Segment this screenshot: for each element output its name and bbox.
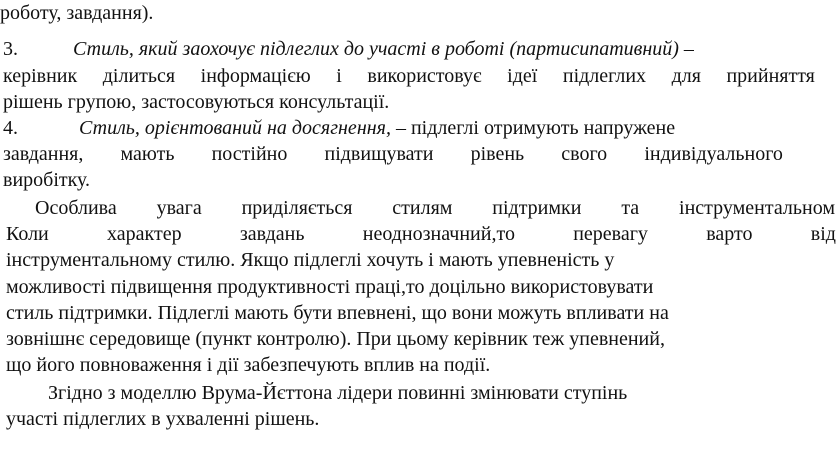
item-4-line-3: виробітку.	[3, 169, 91, 191]
para-2-line-2: участі підлеглих в ухваленні рішень.	[6, 408, 320, 430]
word: рівень	[470, 143, 525, 165]
word: завдань	[239, 223, 305, 245]
word: використовує	[367, 65, 482, 87]
word: мають	[120, 143, 175, 165]
word: приділяється	[241, 197, 353, 219]
para-1-line-3: інструментальному стилю. Якщо підлеглі хочуть і мають упевненість у	[6, 249, 615, 271]
word: інформацією	[200, 65, 311, 87]
text-line-1: роботу, завдання).	[0, 2, 154, 24]
word: стилям	[392, 197, 453, 219]
word: ідеї	[507, 65, 538, 87]
item-3-line-3: рішень групою, застосовуються консультації.	[3, 91, 390, 113]
word: для	[671, 65, 701, 87]
word: неоднозначний,то	[362, 223, 515, 245]
para-1-line-5: стиль підтримки. Підлеглі мають бути впевнені, що вони можуть впливати на	[6, 302, 669, 324]
word: та	[621, 197, 640, 219]
word: індивідуального	[644, 143, 783, 165]
para-1-line-7: що його повноваження і дії забезпечують вплив на події.	[6, 354, 491, 376]
word: постійно	[211, 143, 288, 165]
item-4-heading	[3, 116, 675, 140]
item-3-title: Стиль, який заохочує підлеглих до участі в роботі (партисипативний)	[73, 38, 679, 60]
word: прийняття	[726, 65, 815, 87]
word: інструментальном	[679, 197, 835, 219]
word: характер	[107, 223, 182, 245]
para-1-line-2	[6, 222, 836, 246]
item-3-number: 3.	[3, 38, 18, 60]
item-4-title: Стиль, орієнтований на досягнення,	[79, 117, 391, 139]
para-1-line-4: можливості підвищення продуктивності праці,то доцільно використовувати	[6, 276, 654, 298]
word: варто	[706, 223, 753, 245]
para-2-line-1: Згідно з моделлю Врума-Йєттона лідери повинні змінювати ступінь	[48, 382, 628, 404]
item-4-number: 4.	[3, 117, 18, 139]
word: свого	[561, 143, 608, 165]
word: Коли	[6, 223, 49, 245]
item-4-line-2	[3, 142, 783, 166]
para-1-line-1	[35, 196, 835, 220]
word: перевагу	[573, 223, 648, 245]
word: завдання,	[3, 143, 84, 165]
word: підвищувати	[324, 143, 434, 165]
word: ділиться	[102, 65, 176, 87]
word: керівник	[3, 65, 78, 87]
word: підтримки	[492, 197, 582, 219]
word: від	[810, 223, 836, 245]
word: Особлива	[35, 197, 117, 219]
word: і	[336, 65, 342, 87]
item-4-rest: – підлеглі отримують напружене	[390, 117, 676, 139]
word: підлеглих	[562, 65, 647, 87]
para-1-line-6: зовнішнє середовище (пункт контролю). При цьому керівник теж упевнений,	[6, 328, 665, 350]
word: увага	[156, 197, 202, 219]
item-3-heading	[3, 37, 694, 61]
item-3-line-2	[3, 64, 815, 88]
item-3-dash: –	[678, 38, 694, 60]
